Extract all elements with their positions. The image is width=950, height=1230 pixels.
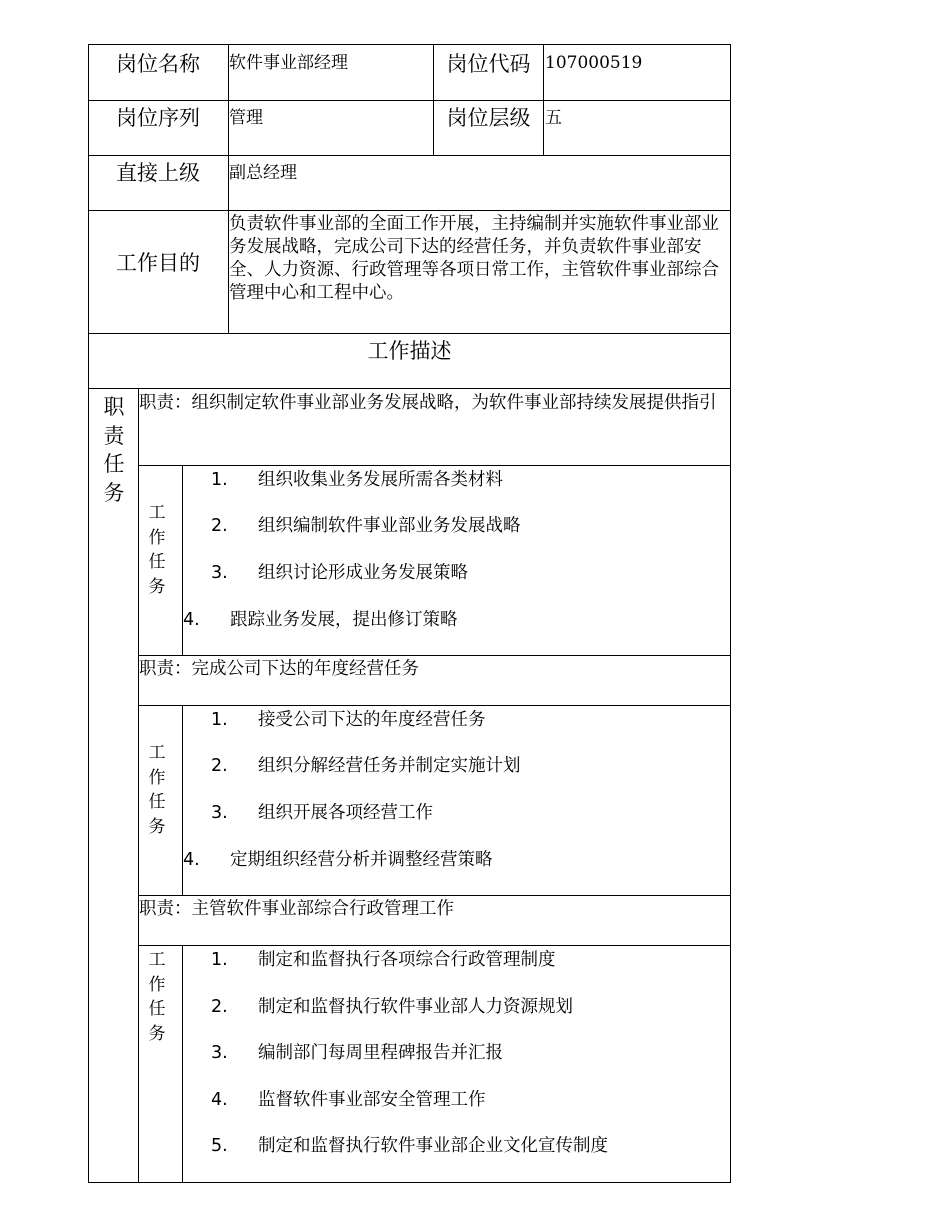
table-border-right [730, 44, 731, 1183]
table-border-left [88, 44, 89, 1183]
column-divider [138, 388, 139, 1183]
column-divider [182, 945, 183, 1183]
duty-text: 职责：完成公司下达的年度经营任务 [139, 659, 419, 679]
row-divider [139, 895, 731, 896]
duty-task-column-label: 职责任务 [103, 395, 125, 505]
work-purpose-label: 工作目的 [116, 251, 200, 275]
column-divider [543, 44, 544, 156]
position-name-label: 岗位名称 [116, 52, 200, 76]
row-divider [88, 155, 731, 156]
duty-text: 职责：主管软件事业部综合行政管理工作 [139, 899, 454, 919]
position-level-label: 岗位层级 [446, 106, 531, 130]
position-series-label: 岗位序列 [116, 106, 200, 130]
position-code-label: 岗位代码 [446, 52, 531, 76]
position-code-value: 107000519 [545, 53, 643, 73]
task-label: 工作任务 [148, 503, 166, 597]
table-border-top [88, 44, 731, 45]
task-label: 工作任务 [148, 950, 166, 1044]
duty-text: 职责：组织制定软件事业部业务发展战略，为软件事业部持续发展提供指引 [139, 393, 717, 413]
row-divider [139, 655, 731, 656]
row-divider [88, 100, 731, 101]
row-divider [88, 210, 731, 211]
row-divider [139, 945, 731, 946]
position-name-value: 软件事业部经理 [229, 53, 348, 73]
row-divider [139, 705, 731, 706]
task-label: 工作任务 [148, 743, 166, 837]
direct-superior-label: 直接上级 [116, 161, 200, 185]
position-level-value: 五 [545, 108, 562, 128]
work-description-title: 工作描述 [367, 339, 452, 363]
row-divider [88, 388, 731, 389]
table-border-bottom [88, 1182, 731, 1183]
row-divider [88, 333, 731, 334]
work-purpose-value: 负责软件事业部的全面工作开展，主持编制并实施软件事业部业务发展战略，完成公司下达的经营任务，并负责软件事业部安全、人力资源、行政管理等各项日常工作，主管软件事业部综合管理中心和工程中心。 [229, 214, 719, 303]
row-divider [139, 465, 731, 466]
position-series-value: 管理 [229, 108, 263, 128]
direct-superior-value: 副总经理 [229, 163, 297, 183]
